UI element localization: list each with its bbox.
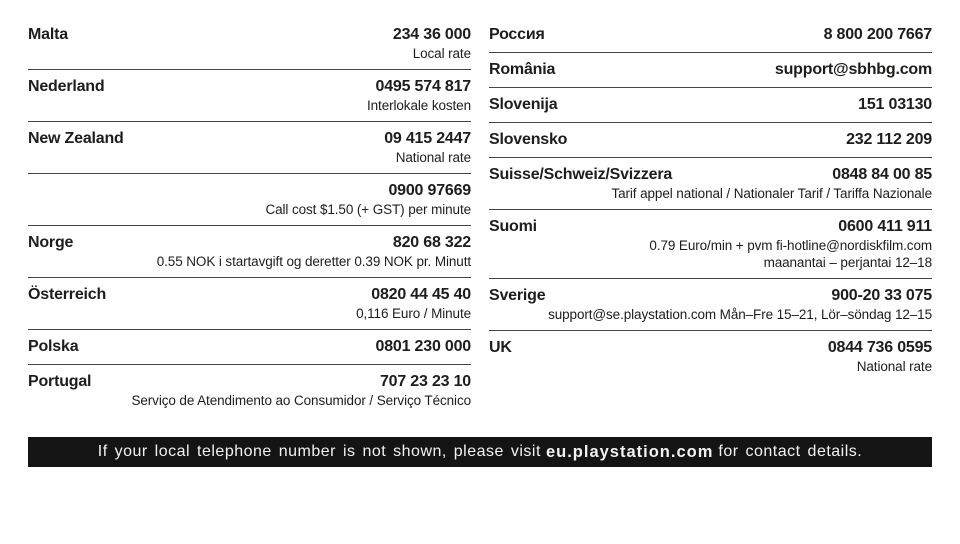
contact-note: Local rate bbox=[412, 46, 471, 61]
contact-note: Serviço de Atendimento ao Consumidor / Serviço Técnico bbox=[131, 393, 471, 408]
country-name: Norge bbox=[28, 234, 74, 251]
contact-row bbox=[28, 225, 471, 277]
contact-note: 0,116 Euro / Minute bbox=[356, 306, 471, 321]
contact-row-main bbox=[489, 24, 932, 45]
country-name: Sverige bbox=[489, 287, 546, 304]
contact-row bbox=[489, 52, 932, 87]
contact-row bbox=[489, 18, 932, 52]
contact-note: Interlokale kosten bbox=[366, 98, 471, 113]
contact-row-main bbox=[28, 128, 471, 149]
contact-row bbox=[28, 18, 471, 69]
contact-row bbox=[28, 121, 471, 173]
contact-row bbox=[489, 122, 932, 157]
contact-row bbox=[489, 157, 932, 209]
contact-row-main bbox=[28, 180, 471, 201]
contact-number: 0600 411 911 bbox=[838, 218, 932, 235]
contact-note: 0.55 NOK i startavgift og deretter 0.39 NOK pr. Minutt bbox=[156, 254, 471, 269]
contact-row-main bbox=[28, 336, 471, 357]
country-name: Malta bbox=[28, 26, 68, 43]
contact-number: 900-20 33 075 bbox=[831, 287, 932, 304]
country-name: Suisse/Schweiz/Svizzera bbox=[489, 166, 673, 183]
contact-number: 0900 97669 bbox=[388, 182, 471, 199]
contact-number: 707 23 23 10 bbox=[379, 373, 471, 390]
footer-text-after: for contact details. bbox=[718, 443, 863, 460]
contact-row-main bbox=[28, 76, 471, 97]
contact-row-main bbox=[489, 337, 932, 358]
contact-note: Call cost $1.50 (+ GST) per minute bbox=[265, 202, 471, 217]
contact-note: 0.79 Euro/min + pvm fi-hotline@nordiskfilm.com bbox=[649, 238, 932, 253]
contact-number: 0844 736 0595 bbox=[827, 339, 932, 356]
country-name: New Zealand bbox=[28, 130, 124, 147]
contact-row-main bbox=[489, 285, 932, 306]
contact-number: 0495 574 817 bbox=[375, 78, 471, 95]
footer-url: eu.playstation.com bbox=[545, 442, 714, 461]
contact-row-main bbox=[489, 216, 932, 237]
contact-row bbox=[28, 173, 471, 225]
contact-row-main bbox=[28, 24, 471, 45]
contact-number: 232 112 209 bbox=[846, 131, 932, 148]
contact-number: 820 68 322 bbox=[392, 234, 471, 251]
contact-row-main bbox=[489, 94, 932, 115]
contact-row-main bbox=[489, 59, 932, 80]
country-name: UK bbox=[489, 339, 512, 356]
country-name: Österreich bbox=[28, 286, 107, 303]
country-name: Portugal bbox=[28, 373, 92, 390]
contact-row bbox=[28, 364, 471, 416]
contact-note: support@se.playstation.com Mån–Fre 15–21, Lör–söndag 12–15 bbox=[548, 307, 932, 322]
contact-note: Tarif appel national / Nationaler Tarif / Tariffa Nazionale bbox=[611, 186, 932, 201]
footer-banner bbox=[28, 437, 932, 467]
contact-row-main bbox=[489, 129, 932, 150]
contact-row bbox=[28, 329, 471, 364]
contact-number: 8 800 200 7667 bbox=[823, 26, 932, 43]
country-name: Suomi bbox=[489, 218, 537, 235]
contact-row-main bbox=[28, 232, 471, 253]
contact-row bbox=[28, 277, 471, 329]
contact-row-main bbox=[489, 164, 932, 185]
contact-number: 0848 84 00 85 bbox=[832, 166, 932, 183]
contact-row bbox=[489, 330, 932, 382]
contact-row-main bbox=[28, 284, 471, 305]
contact-number: 0801 230 000 bbox=[375, 338, 471, 355]
country-name: Nederland bbox=[28, 78, 105, 95]
contact-number: 0820 44 45 40 bbox=[371, 286, 471, 303]
contact-row bbox=[489, 87, 932, 122]
contact-column-right bbox=[489, 18, 932, 382]
contact-number: 234 36 000 bbox=[392, 26, 471, 43]
contact-columns bbox=[28, 18, 932, 421]
contact-note: National rate bbox=[856, 359, 932, 374]
contact-note: National rate bbox=[395, 150, 471, 165]
contact-row bbox=[28, 69, 471, 121]
contact-number: 151 03130 bbox=[858, 96, 932, 113]
country-name: Slovensko bbox=[489, 131, 568, 148]
country-name: Slovenija bbox=[489, 96, 558, 113]
contact-number: 09 415 2447 bbox=[384, 130, 471, 147]
country-name: Россия bbox=[489, 26, 545, 43]
contact-note: maanantai – perjantai 12–18 bbox=[763, 255, 932, 270]
country-name: România bbox=[489, 61, 556, 78]
contact-column-left bbox=[28, 18, 471, 416]
contact-row bbox=[489, 278, 932, 330]
contact-number: support@sbhbg.com bbox=[774, 61, 932, 78]
country-name: Polska bbox=[28, 338, 79, 355]
footer-text-before: If your local telephone number is not shown, please visit bbox=[97, 443, 541, 460]
contact-row-main bbox=[28, 371, 471, 392]
contact-row bbox=[489, 209, 932, 278]
